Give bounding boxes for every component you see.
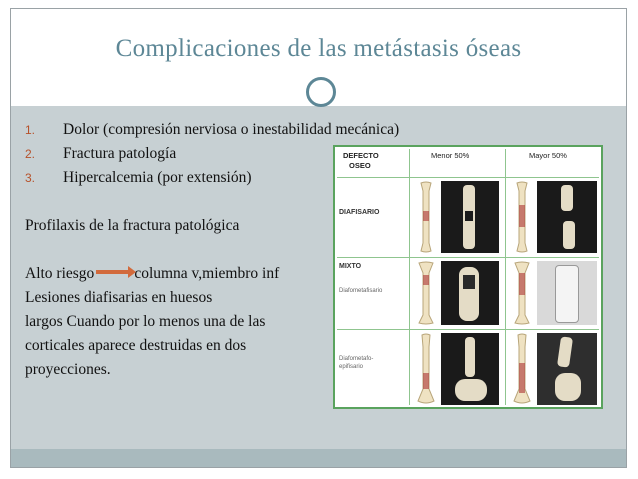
prophylaxis-heading: Profilaxis de la fractura patológica [25, 217, 240, 234]
bone-sketch-icon [415, 181, 437, 253]
risk-prefix: Alto riesgo [25, 265, 95, 282]
row-sublabel-line1: Diafometafo- [339, 356, 374, 362]
paragraph-line: corticales aparece destruidas en dos [25, 337, 247, 354]
figure-header-oseo: OSEO [349, 161, 371, 170]
bone-sketch-icon [511, 181, 533, 253]
bone-sketch-icon [415, 261, 437, 325]
paragraph-line: Lesiones diafisarias en huesos [25, 289, 213, 306]
paragraph-line: largos Cuando por lo menos una de las [25, 313, 266, 330]
xray-image [537, 333, 597, 405]
list-number: 3. [25, 171, 36, 185]
list-item [25, 121, 399, 145]
list-text: Hipercalcemia (por extensión) [63, 169, 252, 186]
slide-title: Complicaciones de las metástasis óseas [115, 35, 522, 62]
row-label-diafisario: DIAFISARIO [339, 209, 380, 216]
bone-defect-figure [333, 145, 603, 409]
arrow-right-icon [96, 270, 130, 274]
bone-sketch-icon [511, 261, 533, 325]
risk-suffix: columna v,miembro inf [134, 265, 280, 282]
xray-image [441, 181, 499, 253]
bone-sketch-icon [511, 333, 533, 405]
row-sublabel-line2: epifisario [339, 364, 364, 370]
footer-bar [11, 449, 626, 467]
paragraph-line: proyecciones. [25, 361, 111, 378]
row-label-mixto: MIXTO [339, 263, 362, 270]
figure-header-defect: DEFECTO [343, 151, 379, 160]
list-number: 1. [25, 123, 36, 137]
xray-image [537, 181, 597, 253]
row-sublabel-diafometafisario: Diafometafisario [339, 288, 383, 294]
figure-header-major: Mayor 50% [529, 151, 567, 160]
list-text: Fractura patología [63, 145, 177, 162]
xray-image [537, 261, 597, 325]
list-text: Dolor (compresión nerviosa o inestabilidad mecánica) [63, 121, 400, 138]
decorative-circle-icon [306, 77, 336, 107]
xray-image [441, 261, 499, 325]
risk-line [25, 265, 279, 283]
figure-header-minor: Menor 50% [431, 151, 470, 160]
bone-sketch-icon [415, 333, 437, 405]
xray-image [441, 333, 499, 405]
list-number: 2. [25, 147, 36, 161]
